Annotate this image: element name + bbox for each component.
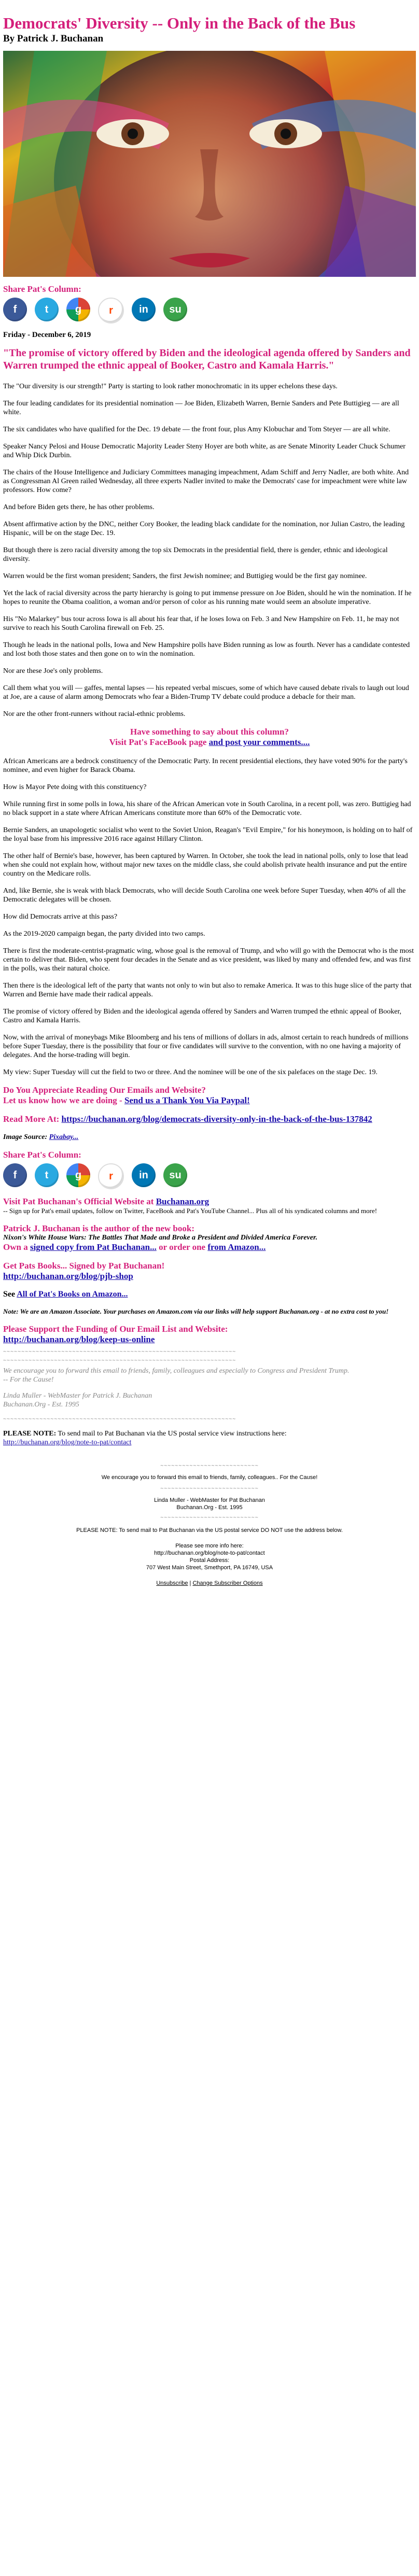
divider: ~~~~~~~~~~~~~~~~~~~~~~~~~~~ [160, 1486, 259, 1491]
read-more-link[interactable]: https://buchanan.org/blog/democrats-diversity-only-in-the-back-of-the-bus-137842 [61, 1114, 372, 1124]
own-mid: or order one [156, 1242, 208, 1252]
support-block [3, 1324, 416, 1345]
google-plus-icon[interactable]: g [66, 298, 90, 321]
author-book-line1: Patrick J. Buchanan is the author of the new book: [3, 1223, 194, 1233]
paragraph: Speaker Nancy Pelosi and House Democratic Majority Leader Steny Hoyer are both white, as are Senate Minority Leader Chuck Schumer and Whip Dick Durbin. [3, 443, 406, 459]
footer-note: PLEASE NOTE: To send mail to Pat Buchanan via the US postal service DO NOT use the address below. [76, 1527, 343, 1533]
footer-info1: Please see more info here: [175, 1543, 244, 1549]
paragraph: The six candidates who have qualified for the Dec. 19 debate — the front four, plus Amy Klobuchar and Tom Steyer — are all white. [3, 426, 390, 433]
email-footer [3, 1462, 416, 1587]
share-label: Share Pat's Column: [3, 284, 81, 294]
divider: ~~~~~~~~~~~~~~~~~~~~~~~~~~~~~~~~~~~~~~~~~~~~~~~~~~~~~~~~~~~~~~~~ [3, 1349, 236, 1355]
footer-links [3, 1580, 416, 1587]
webmaster-line1: Linda Muller - WebMaster for Patrick J. Buchanan [3, 1392, 152, 1400]
image-source-label: Image Source: [3, 1133, 49, 1141]
official-site-prefix: Visit Pat Buchanan's Official Website at [3, 1196, 156, 1206]
amazon-associate-note: Note: We are an Amazon Associate. Your purchases on Amazon.com via our links will help support Buchanan.org - at no extra cost to you! [3, 1307, 389, 1315]
own-prefix: Own a [3, 1242, 30, 1252]
paragraph: As the 2019-2020 campaign began, the party divided into two camps. [3, 930, 205, 938]
paragraph: Bernie Sanders, an unapologetic socialist who went to the Soviet Union, Reagan's "Evil Empire," for his honeymoon, is holding on to half of the loyal base from his impressive 2016 race against Hillary Clinton. [3, 826, 413, 843]
headline: Democrats' Diversity -- Only in the Back of the Bus [3, 14, 356, 32]
paragraph: Though he leads in the national polls, Iowa and New Hampshire polls have Biden running as low as fourth. Never has a candidate contested and lost both those states and then gone on to win the nomination. [3, 641, 410, 658]
stumbleupon-icon[interactable]: su [163, 1163, 187, 1187]
contact-link[interactable]: http://buchanan.org/blog/note-to-pat/contact [3, 1439, 132, 1446]
pixabay-link[interactable]: Pixabay... [49, 1133, 79, 1141]
paragraph: There is first the moderate-centrist-pragmatic wing, whose goal is the removal of Trump, and who will go with the Democrat who is the most certain to deliver that. Biden, who spent four decades in the Senate and as vice president, was liked by many and offended few, and was first in the polls, was their natural choice. [3, 947, 414, 973]
signed-copy-link[interactable]: signed copy from Pat Buchanan... [30, 1242, 157, 1252]
for-the-cause: -- For the Cause! [3, 1376, 54, 1384]
article-body-part1 [3, 382, 416, 719]
divider: ~~~~~~~~~~~~~~~~~~~~~~~~~~~ [160, 1463, 259, 1469]
paragraph: But though there is zero racial diversity among the top six Democrats in the presidential field, there is gender, ethnic and ideological diversity. [3, 546, 388, 563]
article-body-part2 [3, 757, 416, 1077]
paragraph: Then there is the ideological left of the party that wants not only to win but also to remake America. It was to this huge slice of the party that Warren and Bernie have made their radical appeals. [3, 982, 412, 998]
footer-encourage: We encourage you to forward this email to friends, family, colleagues.. For the Cause! [101, 1474, 318, 1481]
appreciate-line2 [3, 1095, 416, 1106]
divider: ~~~~~~~~~~~~~~~~~~~~~~~~~~~~~~~~~~~~~~~~~~~~~~~~~~~~~~~~~~~~~~~~ [3, 1358, 236, 1363]
paragraph: And, like Bernie, she is weak with black Democrats, who will decide South Carolina one week before Super Tuesday, when 40% of all the Democratic delegates will be chosen. [3, 887, 406, 904]
postal-note [3, 1429, 416, 1447]
encourage-text: We encourage you to forward this email to friends, family, colleagues and especially to Congress and President Trump. [3, 1367, 350, 1375]
keep-us-online-link[interactable]: http://buchanan.org/blog/keep-us-online [3, 1334, 155, 1344]
footer-info2: http://buchanan.org/blog/note-to-pat/contact [154, 1550, 265, 1556]
author-book-block [3, 1223, 416, 1252]
footer-info3: Postal Address: [189, 1557, 230, 1564]
paragraph: Now, with the arrival of moneybags Mike Bloomberg and his tens of millions of dollars in ads, almost certain to reach hundreds of millions before Super Tuesday, there is the possibility that four or five candidates will survive to the convention, with no one having a majority of delegates. And the horse-trading will begin. [3, 1034, 409, 1059]
paragraph: My view: Super Tuesday will cut the field to two or three. And the nominee will be one of the six palefaces on the stage Dec. 19. [3, 1068, 378, 1076]
linkedin-icon[interactable]: in [132, 1163, 156, 1187]
paragraph: How is Mayor Pete doing with this constituency? [3, 783, 147, 791]
see-all-prefix: See [3, 1290, 17, 1299]
paragraph: Warren would be the first woman president; Sanders, the first Jewish nominee; and Buttigieg would be the first gay nominee. [3, 572, 367, 580]
paragraph: The "Our diversity is our strength!" Party is starting to look rather monochromatic in its upper echelons these days. [3, 383, 338, 390]
all-books-amazon-link[interactable]: All of Pat's Books on Amazon... [17, 1290, 128, 1299]
buchanan-org-link[interactable]: Buchanan.org [156, 1196, 210, 1206]
comment-promo-line1: Have something to say about this column? [130, 727, 289, 737]
footer-sep: | [188, 1580, 193, 1586]
share-icons-row-bottom [3, 1163, 416, 1189]
paragraph: The other half of Bernie's base, however, has been captured by Warren. In October, she took the lead in national polls, only to lose that lead when she could not explain how, without major new taxes on the middle class, she could abolish private health insurance and put the entire country on the Medicare rolls. [3, 852, 408, 878]
paragraph: The four leading candidates for its presidential nomination — Joe Biden, Elizabeth Warren, Bernie Sanders and Pete Buttigieg — are all white. [3, 400, 399, 416]
paragraph: His "No Malarkey" bus tour across Iowa is all about his fear that, if he loses Iowa on Feb. 3 and New Hampshire on Feb. 11, he may not survive to reach his South Carolina firewall on Feb. 25. [3, 615, 399, 632]
appreciate-prefix: Let us know how we are doing - [3, 1095, 124, 1105]
stumbleupon-icon[interactable]: su [163, 298, 187, 321]
paragraph: Nor are the other front-runners without racial-ethnic problems. [3, 710, 186, 718]
facebook-comments-link[interactable]: and post your comments.... [208, 737, 310, 747]
official-site-line [3, 1196, 416, 1207]
postal-note-label: PLEASE NOTE: [3, 1430, 57, 1438]
book-title: Nixon's White House Wars: The Battles That Made and Broke a President and Divided America Forever. [3, 1234, 318, 1242]
amazon-order-link[interactable]: from Amazon... [207, 1242, 266, 1252]
facebook-icon[interactable]: f [3, 298, 27, 321]
footer-address: 707 West Main Street, Smethport, PA 16749, USA [146, 1565, 273, 1571]
byline: By Patrick J. Buchanan [3, 33, 104, 44]
paragraph: And before Biden gets there, he has other problems. [3, 503, 155, 511]
footer-webmaster2: Buchanan.Org - Est. 1995 [176, 1504, 243, 1511]
postal-note-text: To send mail to Pat Buchanan via the US postal service view instructions here: [56, 1430, 287, 1438]
paypal-thank-you-link[interactable]: Send us a Thank You Via Paypal! [124, 1095, 250, 1105]
twitter-icon[interactable]: t [35, 1163, 59, 1187]
subscriber-options-link[interactable]: Change Subscriber Options [192, 1580, 263, 1586]
read-more [3, 1114, 416, 1124]
read-more-label: Read More At: [3, 1114, 62, 1124]
paragraph: The promise of victory offered by Biden and the ideological agenda offered by Sanders and Warren trumped the ethnic appeal of Booker, Castro and Kamala Harris. [3, 1008, 402, 1024]
divider: ~~~~~~~~~~~~~~~~~~~~~~~~~~~~~~~~~~~~~~~~~~~~~~~~~~~~~~~~~~~~~~~~ [3, 1416, 236, 1422]
google-plus-icon[interactable]: g [66, 1163, 90, 1187]
comment-promo-line2 [3, 737, 416, 748]
hero-image [3, 51, 416, 277]
appreciate-block [3, 1085, 416, 1106]
pat-books-block [3, 1261, 416, 1282]
comment-promo-prefix: Visit Pat's FaceBook page [109, 737, 209, 747]
paragraph: African Americans are a bedrock constituency of the Democratic Party. In recent presidential elections, they have voted 90% for the party's nominee, and even higher for Barack Obama. [3, 757, 408, 774]
support-line: Please Support the Funding of Our Email List and Website: [3, 1324, 228, 1334]
twitter-icon[interactable]: t [35, 298, 59, 321]
author-book-line3 [3, 1242, 416, 1252]
reddit-icon[interactable]: r [98, 298, 124, 323]
webmaster-line2: Buchanan.Org - Est. 1995 [3, 1401, 79, 1409]
paragraph: Yet the lack of racial diversity across the party hierarchy is going to put immense pressure on Joe Biden, should he win the nomination. If he hopes to reunite the Obama coalition, a woman and/or person of color as his running mate would seem an absolute imperative. [3, 589, 412, 606]
pull-quote: "The promise of victory offered by Biden and the ideological agenda offered by Sanders and Warren trumped the ethnic appeal of Booker, Castro and Kamala Harris." [3, 347, 411, 371]
pat-books-line: Get Pats Books... Signed by Pat Buchanan! [3, 1261, 165, 1271]
image-source [3, 1133, 416, 1142]
unsubscribe-link[interactable]: Unsubscribe [156, 1580, 188, 1586]
paragraph: Nor are these Joe's only problems. [3, 667, 103, 675]
official-site-block [3, 1196, 416, 1215]
divider: ~~~~~~~~~~~~~~~~~~~~~~~~~~~ [160, 1515, 259, 1521]
linkedin-icon[interactable]: in [132, 298, 156, 321]
official-site-desc: -- Sign up for Pat's email updates, follow on Twitter, FaceBook and Pat's YouTube Channel... Plus all of his syndicated columns and more! [3, 1207, 378, 1215]
facebook-icon[interactable]: f [3, 1163, 27, 1187]
paragraph: Call them what you will — gaffes, mental lapses — his repeated verbal miscues, some of which have caused debate rivals to laugh out loud at Joe, are a cause of alarm among Democrats who fear a Biden-Trump TV debate could produce a debacle for their man. [3, 684, 409, 701]
paragraph: While running first in some polls in Iowa, his share of the African American vote in South Carolina, in a recent poll, was zero. Buttigieg had no black support in a state where African Americans constitute more than 60% of the Democratic vote. [3, 800, 411, 817]
appreciate-line1: Do You Appreciate Reading Our Emails and Website? [3, 1085, 206, 1095]
share-icons-row [3, 298, 416, 323]
paragraph: The chairs of the House Intelligence and Judiciary Committees managing impeachment, Adam Schiff and Jerry Nadler, are both white. And as Congressman Al Green railed Wednesday, all three experts Nadler invited to make the Democrats' case for impeachment were white law professors. How come? [3, 469, 409, 494]
paragraph: Absent affirmative action by the DNC, neither Cory Booker, the leading black candidate for the nomination, nor Julian Castro, the leading Hispanic, will be on the stage Dec. 19. [3, 520, 405, 537]
comment-promo [3, 727, 416, 748]
reddit-icon[interactable]: r [98, 1163, 124, 1189]
see-all-books [3, 1290, 416, 1299]
paragraph: How did Democrats arrive at this pass? [3, 913, 118, 921]
post-date: Friday - December 6, 2019 [3, 331, 91, 339]
footer-webmaster1: Linda Muller - WebMaster for Pat Buchanan [154, 1497, 265, 1503]
pjb-shop-link[interactable]: http://buchanan.org/blog/pjb-shop [3, 1271, 133, 1281]
share-label-bottom: Share Pat's Column: [3, 1150, 81, 1160]
